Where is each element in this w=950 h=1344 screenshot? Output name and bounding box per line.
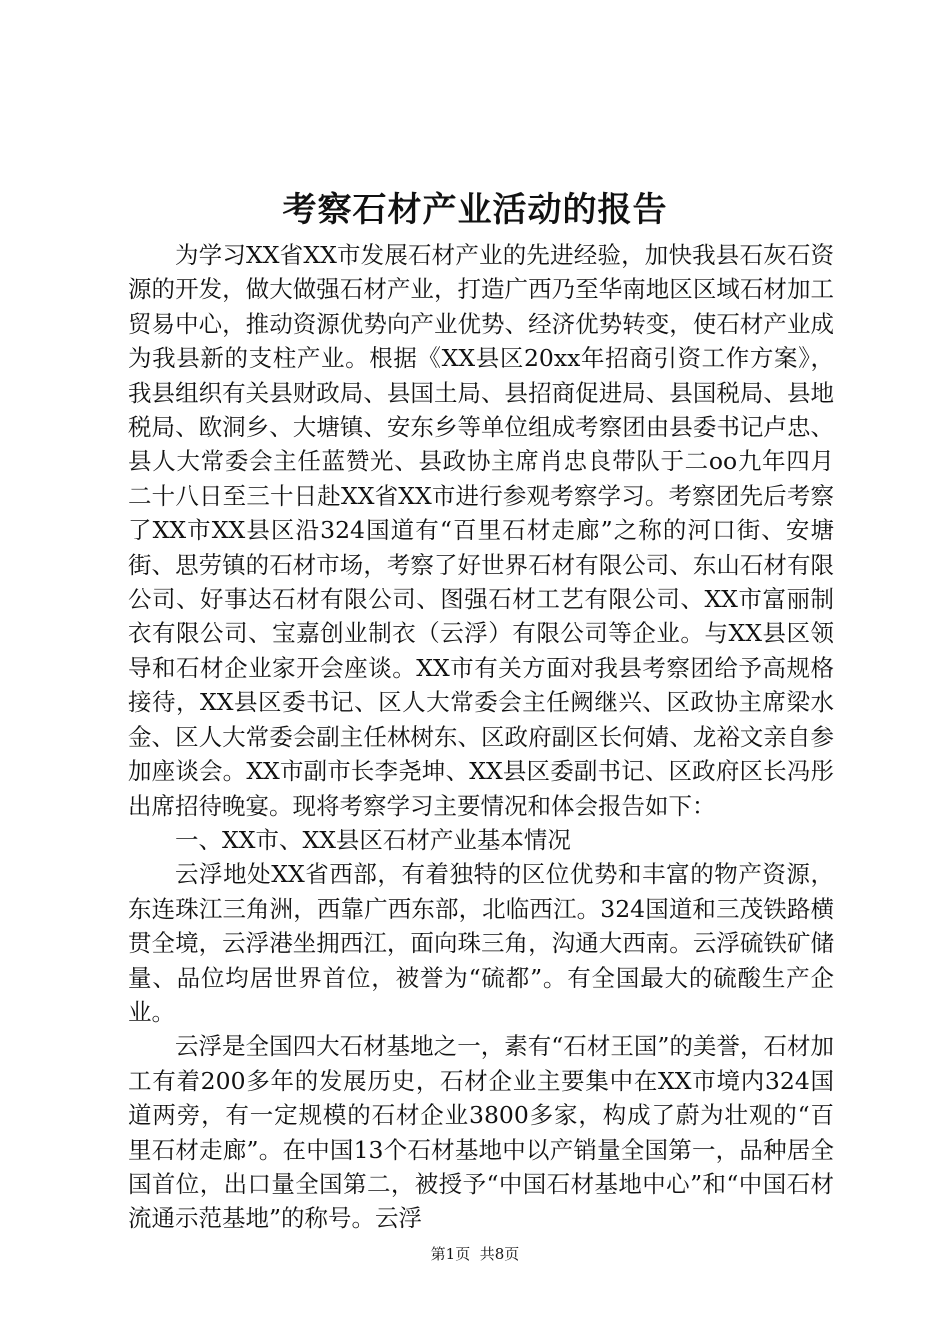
page-number: 第1页 <box>430 1245 471 1263</box>
paragraph-stone-industry: 云浮是全国四大石材基地之一，素有“石材王国”的美誉，石材加工有着200多年的发展历史，石材企业主要集中在XX市境内324国道两旁，有一定规模的石材企业3800多家，构成了蔚为壮观的“百里石材走廊”。在中国13个石材基地中以产销量全国第一，品种居全国首位，出口量全国第二，被授予“中国石材基地中心”和“中国石材流通示范基地”的称号。云浮 <box>128 1032 834 1233</box>
document-title: 考察石材产业活动的报告 <box>282 190 668 230</box>
paragraph-location: 云浮地处XX省西部，有着独特的区位优势和丰富的物产资源，东连珠江三角洲，西靠广西东部，北临西江。324国道和三茂铁路横贯全境，云浮港坐拥西江，面向珠三角，沟通大西南。云浮硫铁矿储量、品位均居世界首位，被誉为“硫都”。有全国最大的硫酸生产企业。 <box>128 860 834 1026</box>
paragraph-intro: 为学习XX省XX市发展石材产业的先进经验，加快我县石灰石资源的开发，做大做强石材产业，打造广西乃至华南地区区域石材加工贸易中心，推动资源优势向产业优势、经济优势转变，使石材产业成为我县新的支柱产业。根据《XX县区20xx年招商引资工作方案》，我县组织有关县财政局、县国土局、县招商促进局、县国税局、县地税局、欧洞乡、大塘镇、安东乡等单位组成考察团由县委书记卢忠、县人大常委会主任蓝赞光、县政协主席肖忠良带队于二oo九年四月二十八日至三十日赴XX省XX市进行参观考察学习。考察团先后考察了XX市XX县区沿324国道有“百里石材走廊”之称的河口街、安塘街、思劳镇的石材市场，考察了好世界石材有限公司、东山石材有限公司、好事达石材有限公司、图强石材工艺有限公司、XX市富丽制衣有限公司、宝嘉创业制衣（云浮）有限公司等企业。与XX县区领导和石材企业家开会座谈。XX市有关方面对我县考察团给予高规格接待，XX县区委书记、区人大常委会主任阙继兴、区政协主席梁水金、区人大常委会副主任林树东、区政府副区长何婧、龙裕文亲自参加座谈会。XX市副市长李尧坤、XX县区委副书记、区政府区长冯彤出席招待晚宴。现将考察学习主要情况和体会报告如下： <box>128 241 834 820</box>
document-body <box>128 238 834 1236</box>
footer-separator <box>470 1245 480 1263</box>
page-footer <box>0 1244 950 1264</box>
section-heading-1: 一、XX市、XX县区石材产业基本情况 <box>175 825 571 854</box>
page-total: 共8页 <box>479 1245 520 1263</box>
